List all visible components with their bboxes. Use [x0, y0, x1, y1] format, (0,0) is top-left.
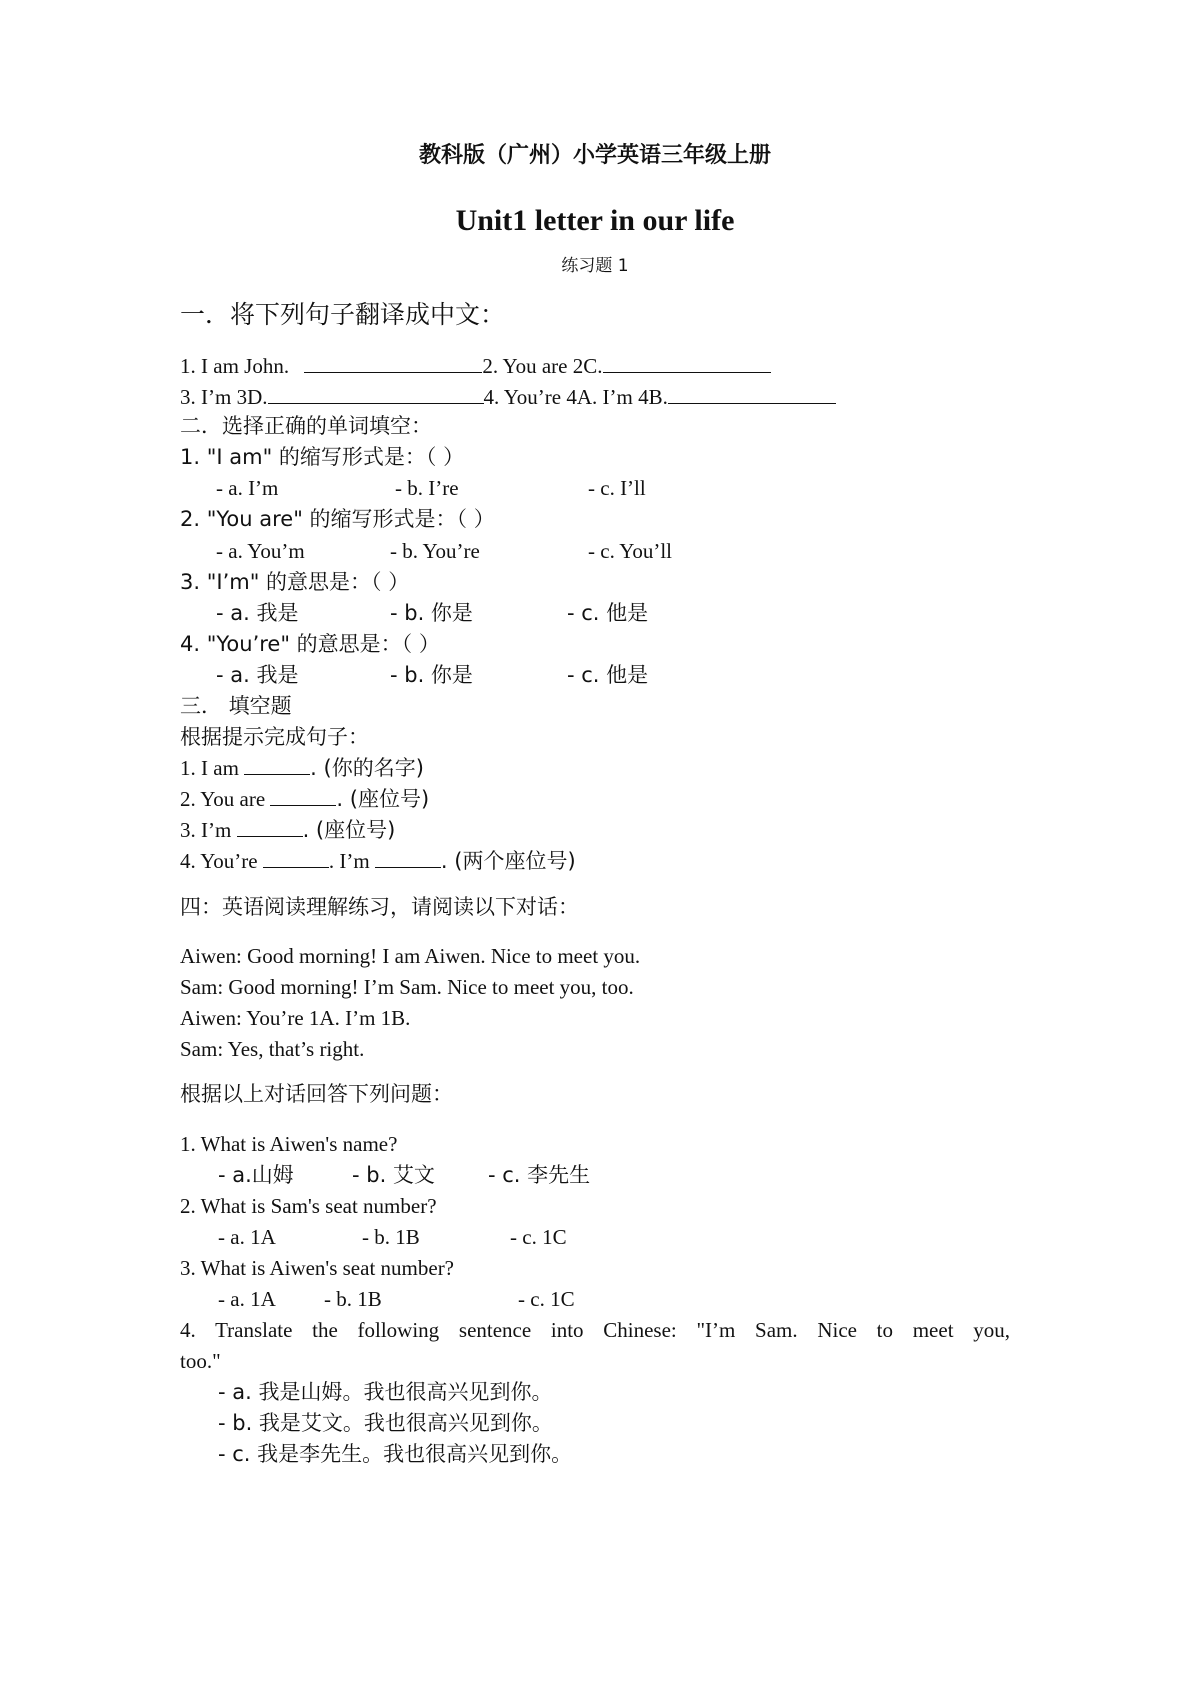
- s2-q1-option-c[interactable]: - c. I’ll: [588, 476, 646, 500]
- s4-question-4-cont: too.": [180, 1349, 221, 1373]
- s3-blank-1[interactable]: [244, 760, 310, 775]
- s2-question-1: 1. "I am" 的缩写形式是：（ ）: [180, 445, 465, 469]
- s2-q2-option-a[interactable]: - a. You’m: [216, 539, 305, 563]
- s4-q3-option-b[interactable]: - b. 1B: [324, 1287, 382, 1311]
- dialogue-line-1: Aiwen: Good morning! I am Aiwen. Nice to meet you.: [180, 944, 641, 968]
- s3-2-text-a: 2. You are: [180, 787, 271, 811]
- s1-answer-blank-3[interactable]: [268, 385, 484, 404]
- s3-4-text-b: . I’m: [328, 849, 375, 873]
- exercise-number: 练习题 1: [561, 256, 629, 276]
- s4-q2-option-a[interactable]: - a. 1A: [218, 1225, 276, 1249]
- section3-instruction: 根据提示完成句子：: [180, 725, 369, 749]
- s4-q4-option-c[interactable]: - c. 我是李先生。我也很高兴见到你。: [218, 1442, 573, 1466]
- s2-question-4: 4. "You’re" 的意思是：（ ）: [180, 632, 440, 656]
- s4-question-4: 4. Translate the following sentence into Chinese: "I’m Sam. Nice to meet you,: [180, 1318, 1010, 1342]
- dialogue-line-3: Aiwen: You’re 1A. I’m 1B.: [180, 1006, 411, 1030]
- s4-q1-option-c[interactable]: - c. 李先生: [488, 1163, 591, 1187]
- s2-q4-option-a[interactable]: - a. 我是: [216, 663, 299, 687]
- dialogue-line-4: Sam: Yes, that’s right.: [180, 1037, 365, 1061]
- s2-question-3: 3. "I’m" 的意思是：（ ）: [180, 570, 410, 594]
- s2-q3-option-c[interactable]: - c. 他是: [567, 601, 649, 625]
- s3-blank-3[interactable]: [237, 822, 303, 837]
- s3-1-text-a: 1. I am: [180, 756, 245, 780]
- s2-q4-option-b[interactable]: - b. 你是: [390, 663, 473, 687]
- s2-q1-option-b[interactable]: - b. I’re: [395, 476, 459, 500]
- s2-q2-option-c[interactable]: - c. You’ll: [588, 539, 673, 563]
- s3-4-text-a: 4. You’re: [180, 849, 263, 873]
- s2-q2-option-b[interactable]: - b. You’re: [390, 539, 480, 563]
- section2-heading: 二．选择正确的单词填空：: [180, 414, 432, 438]
- s1-item-2-text: 2. You are 2C.: [482, 354, 603, 378]
- s4-q1-option-a[interactable]: - a.山姆: [218, 1163, 294, 1187]
- s4-q3-option-a[interactable]: - a. 1A: [218, 1287, 276, 1311]
- s4-q2-option-b[interactable]: - b. 1B: [362, 1225, 420, 1249]
- s4-q4-option-a[interactable]: - a. 我是山姆。我也很高兴见到你。: [218, 1380, 553, 1404]
- s1-answer-blank-4[interactable]: [668, 385, 836, 404]
- s3-sentence-1: [180, 758, 424, 779]
- s1-item-3: [180, 385, 836, 408]
- s3-2-text-b: . (座位号): [336, 787, 430, 811]
- s1-item-1-text: 1. I am John.: [180, 354, 290, 378]
- s2-q4-option-c[interactable]: - c. 他是: [567, 663, 649, 687]
- s1-item-1: [180, 354, 771, 377]
- s3-1-text-b: . (你的名字): [310, 756, 424, 780]
- s3-4-text-c: . (两个座位号): [440, 849, 576, 873]
- dialogue-line-2: Sam: Good morning! I’m Sam. Nice to meet you, too.: [180, 975, 634, 999]
- s1-item-3-text: 3. I’m 3D.: [180, 385, 268, 409]
- s3-3-text-a: 3. I’m: [180, 818, 237, 842]
- s2-q1-option-a[interactable]: - a. I’m: [216, 476, 279, 500]
- s4-q3-option-c[interactable]: - c. 1C: [518, 1287, 575, 1311]
- s2-q3-option-b[interactable]: - b. 你是: [390, 601, 473, 625]
- s4-question-1: 1. What is Aiwen's name?: [180, 1132, 398, 1156]
- s3-blank-4b[interactable]: [375, 853, 441, 868]
- section1-heading: 一．将下列句子翻译成中文：: [180, 300, 506, 329]
- section4-heading: 四：英语阅读理解练习，请阅读以下对话：: [180, 895, 579, 919]
- s1-item-4-text: 4. You’re 4A. I’m 4B.: [483, 385, 668, 409]
- s3-blank-2[interactable]: [270, 791, 336, 806]
- s4-q1-option-b[interactable]: - b. 艾文: [352, 1163, 435, 1187]
- question-heading: 根据以上对话回答下列问题：: [180, 1082, 453, 1106]
- page-title-cn: 教科版（广州）小学英语三年级上册: [418, 143, 771, 168]
- s2-q3-option-a[interactable]: - a. 我是: [216, 601, 299, 625]
- s4-q2-option-c[interactable]: - c. 1C: [510, 1225, 567, 1249]
- page-title-en: Unit1 letter in our life: [455, 204, 735, 237]
- s1-answer-blank-1[interactable]: [304, 354, 482, 373]
- s3-sentence-3: [180, 820, 395, 841]
- s3-3-text-b: . (座位号): [302, 818, 396, 842]
- section3-heading: 三． 填空题: [180, 694, 292, 718]
- s3-sentence-4: [180, 851, 576, 872]
- s1-answer-blank-2[interactable]: [603, 354, 771, 373]
- s2-question-2: 2. "You are" 的缩写形式是：（ ）: [180, 507, 495, 531]
- s3-blank-4a[interactable]: [263, 853, 329, 868]
- s3-sentence-2: [180, 789, 429, 810]
- s4-question-3: 3. What is Aiwen's seat number?: [180, 1256, 455, 1280]
- s4-question-2: 2. What is Sam's seat number?: [180, 1194, 437, 1218]
- s4-q4-option-b[interactable]: - b. 我是艾文。我也很高兴见到你。: [218, 1411, 553, 1435]
